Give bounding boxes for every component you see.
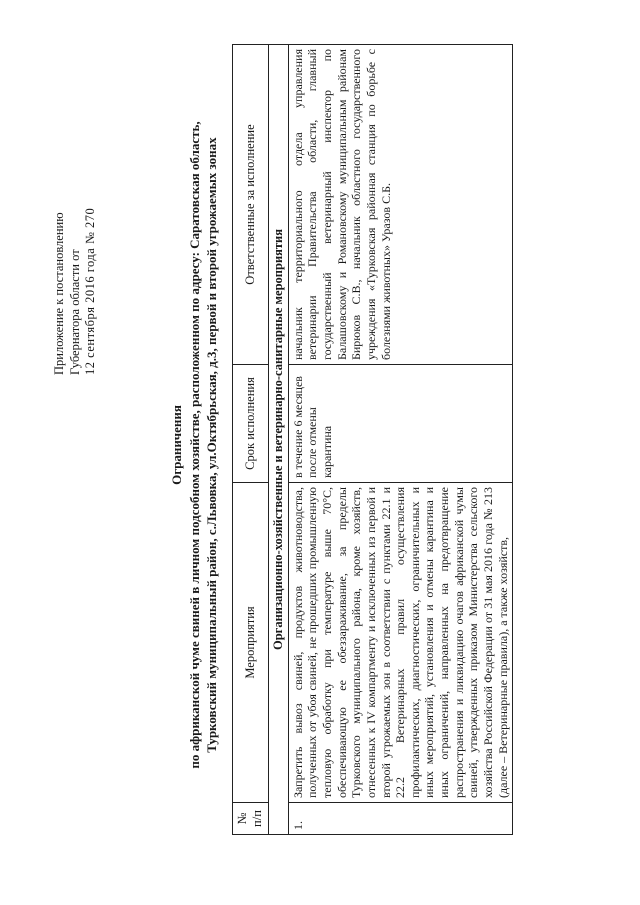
table-header-row [233, 45, 269, 835]
title-line-1: Ограничения [169, 405, 184, 485]
row-measure: Запретить вывоз свиней, продуктов животноводства, полученных от убоя свиней, не прошедших промышленную тепловую обработку при температуре выше 70°С, обеспечивающую ее обеззараживание, за пределы Турковского муниципального района, кроме хозяйств, отнесенных к IV компартменту и исключенных из первой и второй угрожаемых зон в соответствии с пунктами 22.1 и 22.2 Ветеринарных правил осуществления профилактических, диагностических, ограничительных и иных мероприятий, установления и отмены карантина и иных ограничений, направленных на предотвращение распространения и ликвидацию очагов африканской чумы свиней, утвержденных приказом Министерства сельского хозяйства Российской Федерации от 31 мая 2016 года № 213 (далее – Ветеринарные правила), а также хозяйств, [288, 483, 512, 803]
measures-table [232, 44, 513, 835]
header-num: № п/п [233, 803, 269, 835]
document-title [168, 95, 221, 795]
section-title: Организационно-хозяйственные и ветеринарно-санитарные мероприятия [268, 45, 288, 835]
appendix-note [52, 115, 99, 375]
appendix-line-3: 12 сентября 2016 года № 270 [83, 207, 98, 375]
header-deadline: Срок исполнения [233, 365, 269, 483]
title-line-2: по африканской чуме свиней в личном подсобном хозяйстве, расположенном по адресу: Саратовская область, [186, 121, 202, 769]
row-responsible: начальник территориального отдела управления ветеринарии Правительства области, главный государственный ветеринарный инспектор по Балашовскому и Романовскому муниципальным районам Бирюков С.В., начальник областного государственного учреждения «Турковская районная станция по борьбе с болезнями животных» Уразов С.Б. [288, 45, 512, 365]
title-line-3: Турковский муниципальный район, с.Львовка, ул.Октябрьская, д.3, первой и второй угрожаемых зонах [204, 137, 220, 753]
section-row [268, 45, 288, 835]
row-deadline: в течение 6 месяцев после отмены карантина [288, 365, 512, 483]
header-responsible: Ответственные за исполнение [233, 45, 269, 365]
table-row [288, 45, 512, 835]
appendix-line-2: Губернатора области от [67, 249, 82, 375]
header-measures: Мероприятия [233, 483, 269, 803]
appendix-line-1: Приложение к постановлению [52, 212, 66, 375]
row-num: 1. [288, 803, 512, 835]
